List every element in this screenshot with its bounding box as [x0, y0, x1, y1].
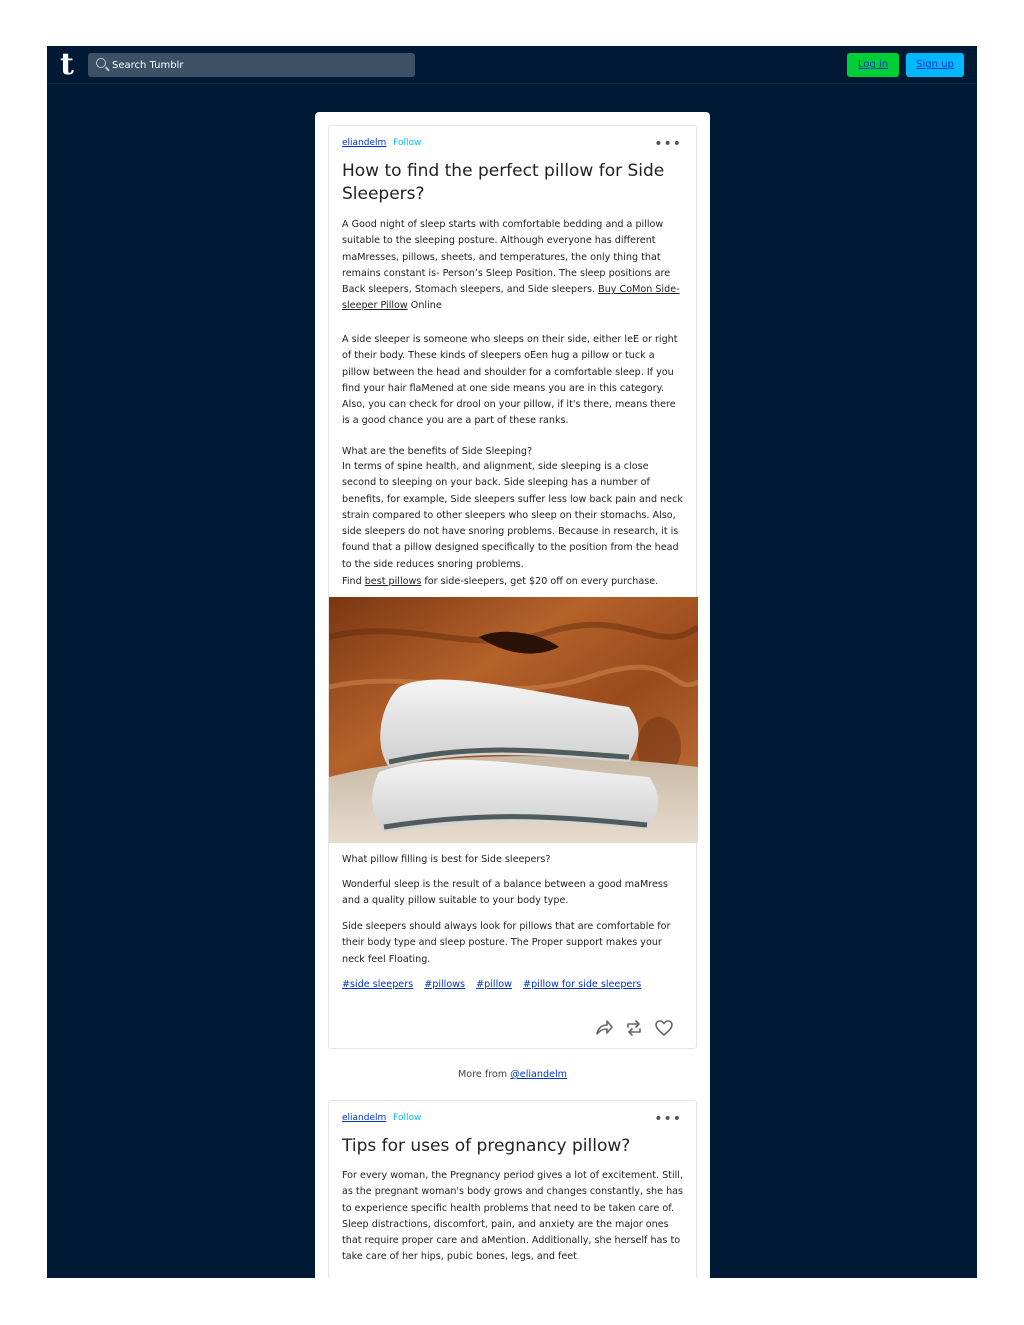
post-tags — [342, 979, 649, 990]
post-author-link[interactable]: eliandelm — [342, 1113, 387, 1123]
follow-button[interactable]: Follow — [393, 1113, 422, 1123]
pillow-photo — [329, 597, 698, 843]
search-bar[interactable] — [88, 53, 415, 77]
search-icon — [96, 58, 106, 68]
post-author-link[interactable]: eliandelm — [342, 138, 387, 148]
login-button[interactable]: Log in — [847, 53, 899, 77]
post-paragraph: A Good night of sleep starts with comfortable bedding and a pillow suitable to the sleeping posture. Although everyone has different maMresses, pillows, sheets, and temperatures, the only thing that remains constant is- Person’s Sleep Position. The sleep positions are Back sleepers, Stomach sleepers, and Side sleepers. Buy CoMon Side-sleeper Pillow Online — [342, 219, 680, 312]
post-title: How to find the perfect pillow for Side Sleepers? — [342, 161, 665, 204]
more-from-handle-link[interactable]: @eliandelm — [510, 1069, 567, 1080]
post-paragraph: A side sleeper is someone who sleeps on their side, either leE or right of their body. These kinds of sleepers oEen hug a pillow or tuck a pillow between the head and shoulder for a comfortable sleep. If you find your hair flaMened at one side means you are in this category. Also, you can check for drool on your pillow, if it's there, means there is a good chance you are a part of these ranks. — [342, 334, 678, 427]
post-header — [342, 1113, 421, 1123]
post-header — [342, 138, 421, 148]
heart-icon[interactable] — [654, 1018, 674, 1038]
post-title: Tips for uses of pregnancy pillow? — [342, 1136, 631, 1156]
top-bar — [47, 46, 977, 84]
more-options-icon[interactable]: ••• — [654, 136, 682, 152]
tag-link[interactable]: #side sleepers — [342, 979, 414, 990]
post-card — [328, 125, 697, 1049]
tumblr-logo[interactable]: t — [60, 47, 74, 82]
post-paragraph: In terms of spine health, and alignment, side sleeping is a close second to sleeping on your back. Side sleeping has a number of benefits, for example, Side sleepers suffer less low back pain and neck strain compared to other sleepers who sleep on their stomachs. Also, side sleepers do not have snoring problems. Because in research, it is found that a pillow designed specifically to the position from the head to the side reduces snoring problems. — [342, 461, 683, 570]
post-paragraph: Wonderful sleep is the result of a balance between a good maMress and a quality pillow suitable to your body type. — [342, 879, 668, 907]
more-from-label: More from @eliandelm — [457, 1069, 567, 1080]
section-heading: What are the benefits of Side Sleeping? — [342, 446, 533, 457]
follow-button[interactable]: Follow — [393, 138, 422, 148]
best-pillows-link[interactable]: best pillows — [364, 576, 422, 587]
tag-link[interactable]: #pillows — [424, 979, 466, 990]
signup-button[interactable]: Sign up — [906, 53, 964, 77]
tag-link[interactable]: #pillow for side sleepers — [523, 979, 642, 990]
post-card — [328, 1100, 697, 1278]
tag-link[interactable]: #pillow — [476, 979, 512, 990]
more-options-icon[interactable]: ••• — [654, 1111, 682, 1127]
buy-pillow-link[interactable]: Buy CoMon Side-sleeper Pillow — [342, 284, 680, 312]
share-icon[interactable] — [594, 1018, 614, 1038]
post-column — [315, 112, 710, 1278]
reblog-icon[interactable] — [624, 1018, 644, 1038]
post-paragraph: For every woman, the Pregnancy period gives a lot of excitement. Still, as the pregnant woman's body grows and changes constantly, she has to experience specific health problems that need to be taken care of. Sleep distractions, discomfort, pain, and anxiety are the major ones that require proper care and aMention. Additionally, she herself has to take care of her hips, pubic bones, legs, and feet — [342, 1170, 684, 1263]
search-input[interactable] — [112, 53, 402, 77]
post-paragraph: Find best pillows for side-sleepers, get $20 off on every purchase. — [342, 576, 659, 587]
post-actions — [594, 1018, 684, 1038]
tumblr-page — [47, 46, 977, 1278]
post-paragraph: Side sleepers should always look for pillows that are comfortable for their body type and sleep posture. The Proper support makes your neck feel Floating. — [342, 921, 671, 965]
section-heading: What pillow filling is best for Side sleepers? — [342, 854, 551, 865]
